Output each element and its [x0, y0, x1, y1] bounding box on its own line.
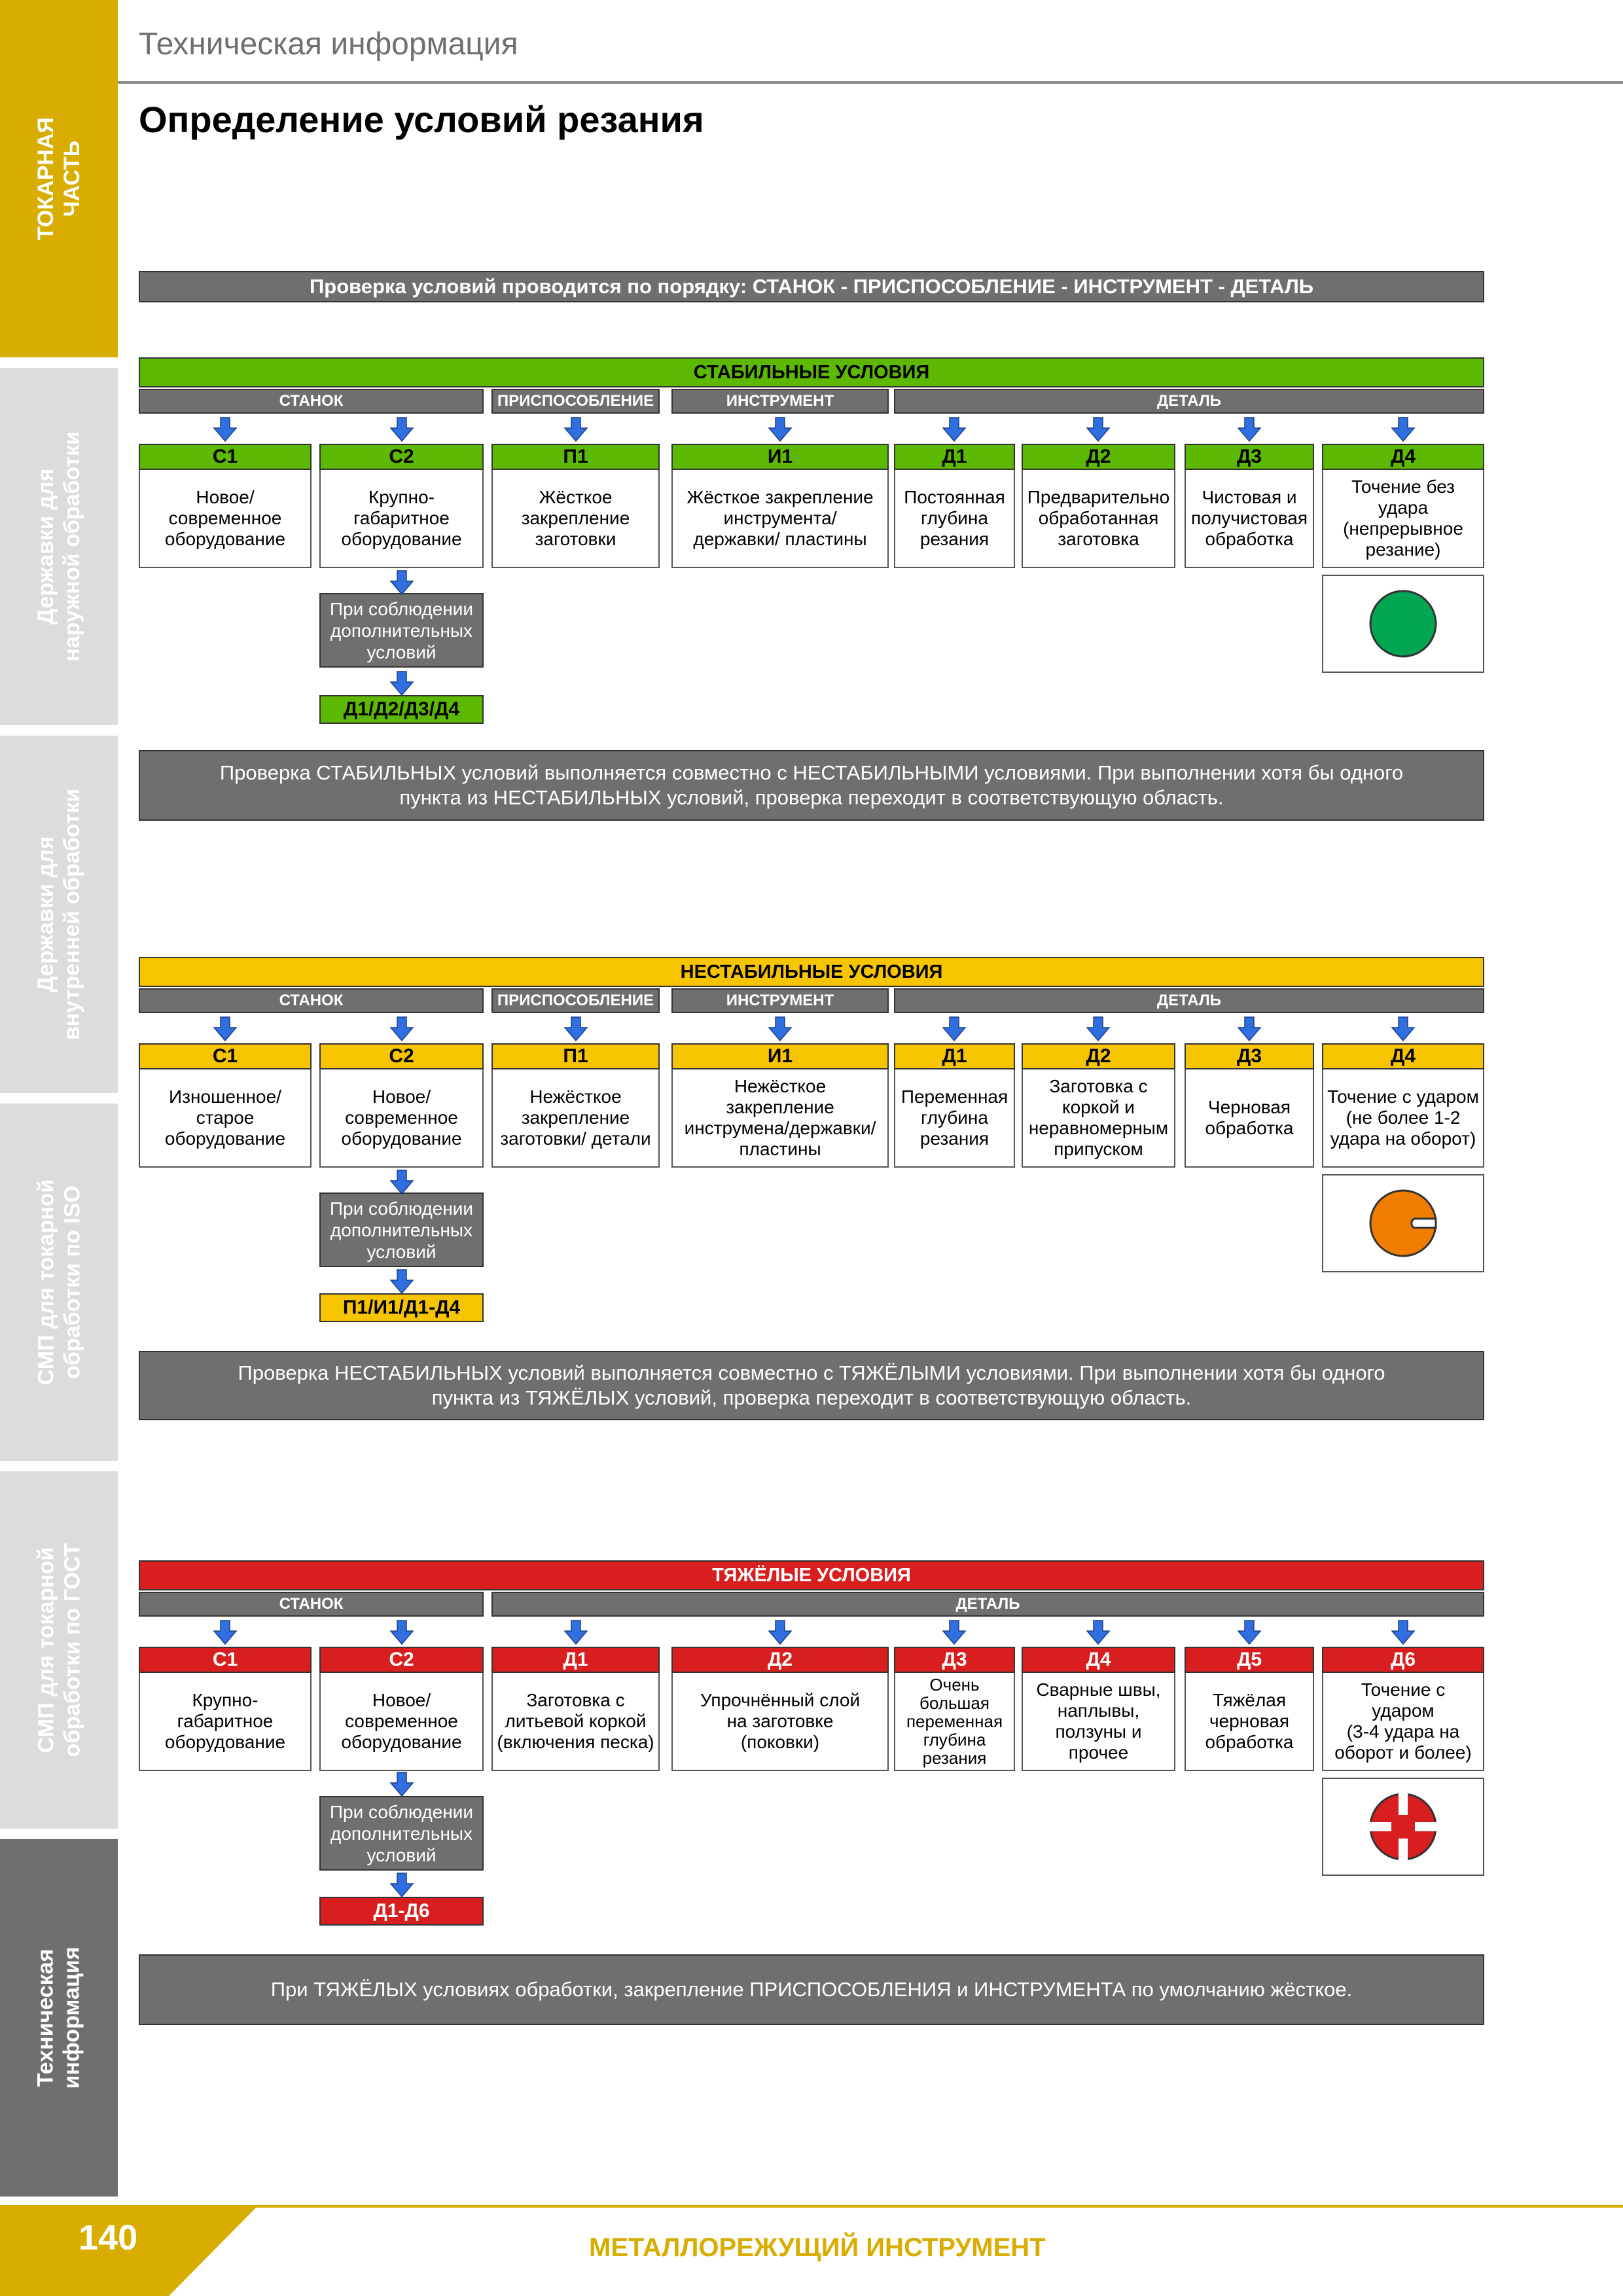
footer-divider — [216, 2205, 1623, 2208]
unstable-code-c2: С2 — [319, 1043, 484, 1069]
heavy-code-c1: С1 — [139, 1647, 312, 1673]
unstable-desc-d1: Переменная глубина резания — [894, 1069, 1015, 1168]
page-number: 140 — [79, 2218, 138, 2257]
down-arrow-icon — [389, 1872, 415, 1898]
unstable-code-d2: Д2 — [1022, 1043, 1175, 1069]
heavy-desc-d5: Тяжёлая черновая обработка — [1185, 1673, 1314, 1771]
side-tab-label: СМП для токарной обработки по ISO — [33, 1179, 84, 1386]
side-tab-label: ТОКАРНАЯ ЧАСТЬ — [33, 117, 84, 240]
down-arrow-icon — [941, 416, 967, 442]
stable-code-d4: Д4 — [1322, 444, 1484, 470]
unstable-desc-d2: Заготовка с коркой и неравномерным припуском — [1022, 1069, 1175, 1168]
side-tab-internal-holders[interactable] — [0, 736, 118, 1093]
cross-notched-circle-icon — [1367, 1791, 1439, 1863]
heavy-desc-d4: Сварные швы, наплывы, ползуны и прочее — [1022, 1673, 1175, 1771]
unstable-extra-conditions: При соблюдении дополнительных условий — [319, 1193, 484, 1267]
stable-code-d3: Д3 — [1185, 444, 1314, 470]
down-arrow-icon — [389, 1268, 415, 1295]
unstable-note: Проверка НЕСТАБИЛЬНЫХ условий выполняется совместно с ТЯЖЁЛЫМИ условиями. При выполнении хотя бы одного пункта из ТЯЖЁЛЫХ условий, проверка переходит в соответствующую область. — [139, 1351, 1484, 1420]
heavy-desc-d2: Упрочнённый слой на заготовке (поковки) — [671, 1673, 889, 1771]
down-arrow-icon — [389, 569, 415, 596]
down-arrow-icon — [389, 416, 415, 442]
stable-desc-d1: Постоянная глубина резания — [894, 470, 1015, 568]
side-tab-label: Державки для наружной обработки — [33, 431, 85, 662]
stable-desc-d4: Точение без удара (непрерывное резание) — [1322, 470, 1484, 568]
heavy-conditions-header: ТЯЖЁЛЫЕ УСЛОВИЯ — [139, 1560, 1484, 1590]
heavy-code-d1: Д1 — [491, 1647, 660, 1673]
unstable-combo-label: П1/И1/Д1-Д4 — [319, 1293, 484, 1322]
unstable-code-d4: Д4 — [1322, 1043, 1484, 1069]
side-tab-inserts-gost[interactable] — [0, 1471, 118, 1829]
stable-code-c2: С2 — [319, 444, 484, 470]
stable-combo-label: Д1/Д2/Д3/Д4 — [319, 695, 484, 724]
down-arrow-icon — [212, 1016, 238, 1042]
heavy-extra-conditions: При соблюдении дополнительных условий — [319, 1796, 484, 1871]
down-arrow-icon — [767, 1016, 793, 1042]
unstable-desc-c1: Изношенное/ старое оборудование — [139, 1069, 312, 1168]
category-machine: СТАНОК — [139, 389, 484, 414]
down-arrow-icon — [941, 1016, 967, 1042]
down-arrow-icon — [212, 1619, 238, 1645]
unstable-code-c1: С1 — [139, 1043, 312, 1069]
unstable-desc-d4: Точение с ударом (не более 1-2 удара на оборот) — [1322, 1069, 1484, 1168]
section-header: Техническая информация — [139, 27, 518, 62]
heavy-code-c2: С2 — [319, 1647, 484, 1673]
down-arrow-icon — [1236, 1619, 1262, 1645]
down-arrow-icon — [767, 416, 793, 442]
down-arrow-icon — [767, 1619, 793, 1645]
down-arrow-icon — [941, 1619, 967, 1645]
heavy-code-d2: Д2 — [671, 1647, 889, 1673]
side-tab-technical-info[interactable] — [0, 1839, 118, 2197]
down-arrow-icon — [563, 1619, 589, 1645]
unstable-code-i1: И1 — [671, 1043, 889, 1069]
down-arrow-icon — [563, 1016, 589, 1042]
stable-desc-i1: Жёсткое закрепление инструмента/ державки/ пластины — [671, 470, 889, 568]
category-workpiece: ДЕТАЛЬ — [491, 1592, 1484, 1617]
heavy-code-d4: Д4 — [1022, 1647, 1175, 1673]
category-fixture: ПРИСПОСОБЛЕНИЕ — [491, 389, 660, 414]
side-tab-label: Державки для внутренней обработки — [33, 788, 85, 1041]
unstable-icon-frame — [1322, 1174, 1484, 1272]
footer-brand: МЕТАЛЛОРЕЖУЩИЙ ИНСТРУМЕНТ — [589, 2233, 1046, 2262]
heavy-code-d6: Д6 — [1322, 1647, 1484, 1673]
category-tool: ИНСТРУМЕНТ — [671, 988, 889, 1013]
heavy-desc-d1: Заготовка с литьевой коркой (включения песка) — [491, 1673, 660, 1771]
unstable-desc-d3: Черновая обработка — [1185, 1069, 1314, 1168]
down-arrow-icon — [563, 416, 589, 442]
stable-icon-frame — [1322, 575, 1484, 673]
check-order-bar: Проверка условий проводится по порядку: СТАНОК - ПРИСПОСОБЛЕНИЕ - ИНСТРУМЕНТ - ДЕТАЛЬ — [139, 271, 1484, 302]
down-arrow-icon — [1390, 1016, 1416, 1042]
side-tab-inserts-iso[interactable] — [0, 1103, 118, 1461]
down-arrow-icon — [1390, 416, 1416, 442]
unstable-conditions-header: НЕСТАБИЛЬНЫЕ УСЛОВИЯ — [139, 957, 1484, 987]
stable-desc-d3: Чистовая и получистовая обработка — [1185, 470, 1314, 568]
down-arrow-icon — [1085, 1016, 1111, 1042]
category-workpiece: ДЕТАЛЬ — [894, 389, 1484, 414]
side-tab-external-holders[interactable] — [0, 368, 118, 725]
down-arrow-icon — [389, 1619, 415, 1645]
stable-code-i1: И1 — [671, 444, 889, 470]
unstable-code-d3: Д3 — [1185, 1043, 1314, 1069]
category-machine: СТАНОК — [139, 1592, 484, 1617]
heavy-code-d3: Д3 — [894, 1647, 1015, 1673]
stable-note: Проверка СТАБИЛЬНЫХ условий выполняется совместно с НЕСТАБИЛЬНЫМИ условиями. При выполнении хотя бы одного пункта из НЕСТАБИЛЬНЫХ условий, проверка переходит в соответствующую область. — [139, 750, 1484, 821]
stable-code-d1: Д1 — [894, 444, 1015, 470]
stable-desc-d2: Предварительно обработанная заготовка — [1022, 470, 1175, 568]
down-arrow-icon — [1236, 416, 1262, 442]
down-arrow-icon — [389, 670, 415, 696]
unstable-desc-c2: Новое/ современное оборудование — [319, 1069, 484, 1168]
heavy-desc-c1: Крупно- габаритное оборудование — [139, 1673, 312, 1771]
unstable-code-p1: П1 — [491, 1043, 660, 1069]
notched-circle-icon — [1367, 1187, 1439, 1259]
down-arrow-icon — [1085, 1619, 1111, 1645]
heavy-note: При ТЯЖЁЛЫХ условиях обработки, закрепление ПРИСПОСОБЛЕНИЯ и ИНСТРУМЕНТА по умолчанию жёсткое. — [139, 1954, 1484, 2025]
solid-circle-icon — [1367, 588, 1439, 660]
unstable-code-d1: Д1 — [894, 1043, 1015, 1069]
category-workpiece: ДЕТАЛЬ — [894, 988, 1484, 1013]
down-arrow-icon — [212, 416, 238, 442]
stable-code-c1: С1 — [139, 444, 312, 470]
stable-extra-conditions: При соблюдении дополнительных условий — [319, 593, 484, 668]
category-fixture: ПРИСПОСОБЛЕНИЕ — [491, 988, 660, 1013]
heavy-code-d5: Д5 — [1185, 1647, 1314, 1673]
heavy-icon-frame — [1322, 1778, 1484, 1876]
side-tab-label: Техническая информация — [33, 1946, 84, 2089]
stable-code-d2: Д2 — [1022, 444, 1175, 470]
page-title: Определение условий резания — [139, 99, 704, 140]
heavy-desc-c2: Новое/ современное оборудование — [319, 1673, 484, 1771]
side-tab-label: СМП для токарной обработки по ГОСТ — [33, 1543, 85, 1757]
header-divider — [118, 81, 1623, 84]
stable-conditions-header: СТАБИЛЬНЫЕ УСЛОВИЯ — [139, 357, 1484, 387]
unstable-desc-i1: Нежёсткое закрепление инструмена/державки/ пластины — [671, 1069, 889, 1168]
category-machine: СТАНОК — [139, 988, 484, 1013]
down-arrow-icon — [1085, 416, 1111, 442]
down-arrow-icon — [1236, 1016, 1262, 1042]
heavy-combo-label: Д1-Д6 — [319, 1897, 484, 1926]
down-arrow-icon — [1390, 1619, 1416, 1645]
stable-desc-c1: Новое/ современное оборудование — [139, 470, 312, 568]
unstable-desc-p1: Нежёсткое закрепление заготовки/ детали — [491, 1069, 660, 1168]
stable-code-p1: П1 — [491, 444, 660, 470]
down-arrow-icon — [389, 1016, 415, 1042]
heavy-desc-d6: Точение с ударом (3-4 удара на оборот и более) — [1322, 1673, 1484, 1771]
stable-desc-p1: Жёсткое закрепление заготовки — [491, 470, 660, 568]
category-tool: ИНСТРУМЕНТ — [671, 389, 889, 414]
heavy-desc-d3: Очень большая переменная глубина резания — [894, 1673, 1015, 1771]
down-arrow-icon — [389, 1169, 415, 1195]
side-tab-turning[interactable] — [0, 0, 118, 357]
stable-desc-c2: Крупно- габаритное оборудование — [319, 470, 484, 568]
down-arrow-icon — [389, 1771, 415, 1797]
